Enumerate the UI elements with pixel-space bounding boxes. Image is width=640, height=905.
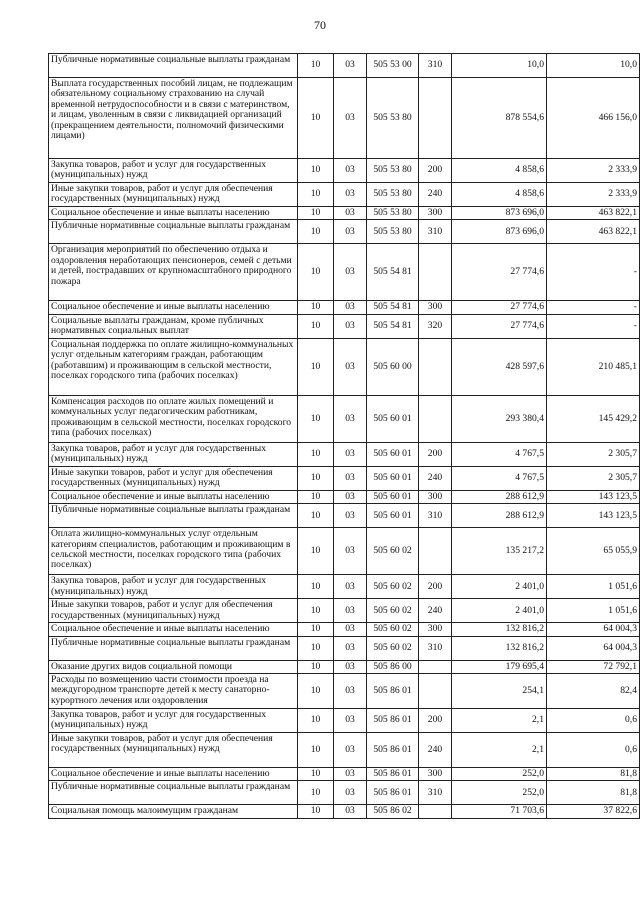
expense-type-code-cell: 310 (419, 504, 452, 528)
amount-plan-cell: 10,0 (452, 54, 547, 78)
target-article-code-cell: 505 86 01 (367, 733, 419, 768)
target-article-code-cell: 505 86 00 (367, 660, 419, 673)
amount-plan-cell: 252,0 (452, 781, 547, 805)
section-code-cell: 10 (298, 159, 334, 183)
target-article-code-cell: 505 86 01 (367, 768, 419, 781)
table-row (49, 781, 640, 805)
item-name-cell: Иные закупки товаров, работ и услуг для обеспечения государственных (муниципальных) нужд (49, 599, 298, 623)
expense-type-code-cell: 200 (419, 709, 452, 733)
section-code-cell: 10 (298, 674, 334, 709)
table-row (49, 636, 640, 660)
amount-plan-cell: 873 696,0 (452, 207, 547, 220)
amount-actual-cell: - (547, 314, 640, 338)
section-code-cell: 10 (298, 504, 334, 528)
expense-type-code-cell: 300 (419, 207, 452, 220)
target-article-code-cell: 505 86 01 (367, 709, 419, 733)
section-code-cell: 10 (298, 528, 334, 575)
amount-actual-cell: 10,0 (547, 54, 640, 78)
table-row (49, 490, 640, 503)
table-row (49, 183, 640, 207)
target-article-code-cell: 505 60 01 (367, 395, 419, 442)
expense-type-code-cell (419, 660, 452, 673)
amount-plan-cell: 27 774,6 (452, 244, 547, 301)
section-code-cell: 10 (298, 183, 334, 207)
target-article-code-cell: 505 60 00 (367, 338, 419, 395)
item-name-cell: Организация мероприятий по обеспечению отдыха и оздоровления неработающих пенсионеров, семей с детьми и детей, пострадавших от крупномасштабного природного пожара (49, 244, 298, 301)
expense-type-code-cell: 200 (419, 159, 452, 183)
amount-actual-cell: 1 051,6 (547, 575, 640, 599)
item-name-cell: Оказание других видов социальной помощи (49, 660, 298, 673)
item-name-cell: Социальное обеспечение и иные выплаты населению (49, 207, 298, 220)
expense-type-code-cell: 300 (419, 490, 452, 503)
subsection-code-cell: 03 (334, 338, 367, 395)
item-name-cell: Социальное обеспечение и иные выплаты населению (49, 301, 298, 314)
table-row (49, 768, 640, 781)
table-row (49, 395, 640, 442)
item-name-cell: Оплата жилищно-коммунальных услуг отдельным категориям специалистов, работающим и проживающим в сельской местности, поселках городского типа (рабочих поселках) (49, 528, 298, 575)
section-code-cell: 10 (298, 575, 334, 599)
table-row (49, 207, 640, 220)
section-code-cell: 10 (298, 301, 334, 314)
table-row (49, 244, 640, 301)
table-row (49, 466, 640, 490)
table-row (49, 504, 640, 528)
subsection-code-cell: 03 (334, 159, 367, 183)
amount-plan-cell: 288 612,9 (452, 490, 547, 503)
target-article-code-cell: 505 86 01 (367, 781, 419, 805)
amount-actual-cell: 210 485,1 (547, 338, 640, 395)
item-name-cell: Закупка товаров, работ и услуг для государственных (муниципальных) нужд (49, 159, 298, 183)
expense-type-code-cell: 240 (419, 733, 452, 768)
amount-plan-cell: 2,1 (452, 733, 547, 768)
amount-plan-cell: 27 774,6 (452, 314, 547, 338)
item-name-cell: Компенсация расходов по оплате жилых помещений и коммунальных услуг педагогическим работникам, проживающим в сельской местности, поселках городского типа (рабочих поселках) (49, 395, 298, 442)
item-name-cell: Социальная помощь малоимущим гражданам (49, 805, 298, 818)
amount-actual-cell: 65 055,9 (547, 528, 640, 575)
amount-actual-cell: 81,8 (547, 781, 640, 805)
table-row (49, 674, 640, 709)
amount-plan-cell: 4 767,5 (452, 442, 547, 466)
subsection-code-cell: 03 (334, 183, 367, 207)
amount-plan-cell: 293 380,4 (452, 395, 547, 442)
subsection-code-cell: 03 (334, 504, 367, 528)
target-article-code-cell: 505 53 80 (367, 207, 419, 220)
table-row (49, 709, 640, 733)
subsection-code-cell: 03 (334, 244, 367, 301)
subsection-code-cell: 03 (334, 768, 367, 781)
item-name-cell: Публичные нормативные социальные выплаты гражданам (49, 220, 298, 244)
amount-plan-cell: 4 858,6 (452, 159, 547, 183)
amount-plan-cell: 4 767,5 (452, 466, 547, 490)
item-name-cell: Публичные нормативные социальные выплаты гражданам (49, 781, 298, 805)
subsection-code-cell: 03 (334, 674, 367, 709)
amount-actual-cell: 145 429,2 (547, 395, 640, 442)
item-name-cell: Публичные нормативные социальные выплаты гражданам (49, 504, 298, 528)
item-name-cell: Расходы по возмещению части стоимости проезда на междугородном транспорте детей к месту санаторно-курортного лечения или оздоровления (49, 674, 298, 709)
item-name-cell: Иные закупки товаров, работ и услуг для обеспечения государственных (муниципальных) нужд (49, 466, 298, 490)
subsection-code-cell: 03 (334, 528, 367, 575)
subsection-code-cell: 03 (334, 220, 367, 244)
table-row (49, 442, 640, 466)
table-body (49, 54, 640, 819)
item-name-cell: Выплата государственных пособий лицам, не подлежащим обязательному социальному страхованию на случай временной нетрудоспособности и в связи с материнством, и лицам, уволенным в связи с ликвидацией организаций (прекращением деятельности, полномочий физическими лицами) (49, 78, 298, 159)
amount-plan-cell: 873 696,0 (452, 220, 547, 244)
expense-type-code-cell: 310 (419, 220, 452, 244)
target-article-code-cell: 505 60 01 (367, 490, 419, 503)
expense-type-code-cell (419, 674, 452, 709)
target-article-code-cell: 505 60 02 (367, 636, 419, 660)
item-name-cell: Иные закупки товаров, работ и услуг для обеспечения государственных (муниципальных) нужд (49, 183, 298, 207)
amount-plan-cell: 428 597,6 (452, 338, 547, 395)
section-code-cell: 10 (298, 244, 334, 301)
amount-actual-cell: 37 822,6 (547, 805, 640, 818)
expense-type-code-cell (419, 528, 452, 575)
item-name-cell: Социальное обеспечение и иные выплаты населению (49, 623, 298, 636)
amount-actual-cell: - (547, 244, 640, 301)
expense-type-code-cell: 300 (419, 301, 452, 314)
page-number: 70 (314, 18, 326, 32)
item-name-cell: Социальные выплаты гражданам, кроме публичных нормативных социальных выплат (49, 314, 298, 338)
table-row (49, 733, 640, 768)
target-article-code-cell: 505 54 81 (367, 301, 419, 314)
subsection-code-cell: 03 (334, 599, 367, 623)
expense-type-code-cell: 240 (419, 599, 452, 623)
section-code-cell: 10 (298, 442, 334, 466)
section-code-cell: 10 (298, 781, 334, 805)
amount-plan-cell: 252,0 (452, 768, 547, 781)
subsection-code-cell: 03 (334, 660, 367, 673)
expense-type-code-cell: 300 (419, 768, 452, 781)
amount-plan-cell: 132 816,2 (452, 636, 547, 660)
subsection-code-cell: 03 (334, 442, 367, 466)
section-code-cell: 10 (298, 220, 334, 244)
table-row (49, 54, 640, 78)
table-row (49, 78, 640, 159)
amount-actual-cell: 1 051,6 (547, 599, 640, 623)
section-code-cell: 10 (298, 768, 334, 781)
amount-actual-cell: 143 123,5 (547, 490, 640, 503)
target-article-code-cell: 505 53 80 (367, 159, 419, 183)
table-row (49, 575, 640, 599)
section-code-cell: 10 (298, 636, 334, 660)
subsection-code-cell: 03 (334, 207, 367, 220)
subsection-code-cell: 03 (334, 78, 367, 159)
amount-actual-cell: 2 333,9 (547, 159, 640, 183)
amount-plan-cell: 254,1 (452, 674, 547, 709)
subsection-code-cell: 03 (334, 709, 367, 733)
amount-actual-cell: 2 305,7 (547, 466, 640, 490)
table-row (49, 623, 640, 636)
item-name-cell: Закупка товаров, работ и услуг для государственных (муниципальных) нужд (49, 709, 298, 733)
amount-plan-cell: 2 401,0 (452, 599, 547, 623)
section-code-cell: 10 (298, 78, 334, 159)
target-article-code-cell: 505 86 02 (367, 805, 419, 818)
section-code-cell: 10 (298, 733, 334, 768)
amount-plan-cell: 179 695,4 (452, 660, 547, 673)
expense-type-code-cell (419, 78, 452, 159)
amount-plan-cell: 135 217,2 (452, 528, 547, 575)
target-article-code-cell: 505 54 81 (367, 314, 419, 338)
target-article-code-cell: 505 53 80 (367, 78, 419, 159)
expense-type-code-cell: 320 (419, 314, 452, 338)
section-code-cell: 10 (298, 395, 334, 442)
amount-actual-cell: 72 792,1 (547, 660, 640, 673)
section-code-cell: 10 (298, 54, 334, 78)
section-code-cell: 10 (298, 314, 334, 338)
subsection-code-cell: 03 (334, 623, 367, 636)
expense-type-code-cell: 240 (419, 183, 452, 207)
section-code-cell: 10 (298, 207, 334, 220)
subsection-code-cell: 03 (334, 301, 367, 314)
subsection-code-cell: 03 (334, 636, 367, 660)
amount-actual-cell: - (547, 301, 640, 314)
amount-actual-cell: 143 123,5 (547, 504, 640, 528)
item-name-cell: Публичные нормативные социальные выплаты гражданам (49, 54, 298, 78)
expense-type-code-cell (419, 805, 452, 818)
target-article-code-cell: 505 86 01 (367, 674, 419, 709)
budget-table (48, 53, 640, 819)
section-code-cell: 10 (298, 466, 334, 490)
subsection-code-cell: 03 (334, 466, 367, 490)
expense-type-code-cell: 310 (419, 781, 452, 805)
expense-type-code-cell: 310 (419, 54, 452, 78)
subsection-code-cell: 03 (334, 781, 367, 805)
table-row (49, 301, 640, 314)
amount-actual-cell: 0,6 (547, 709, 640, 733)
expense-type-code-cell: 300 (419, 623, 452, 636)
amount-actual-cell: 64 004,3 (547, 636, 640, 660)
expense-type-code-cell (419, 395, 452, 442)
target-article-code-cell: 505 60 02 (367, 623, 419, 636)
target-article-code-cell: 505 60 02 (367, 575, 419, 599)
amount-actual-cell: 64 004,3 (547, 623, 640, 636)
target-article-code-cell: 505 53 00 (367, 54, 419, 78)
table-row (49, 220, 640, 244)
amount-actual-cell: 2 333,9 (547, 183, 640, 207)
table-row (49, 314, 640, 338)
target-article-code-cell: 505 54 81 (367, 244, 419, 301)
amount-plan-cell: 2,1 (452, 709, 547, 733)
amount-actual-cell: 466 156,0 (547, 78, 640, 159)
item-name-cell: Иные закупки товаров, работ и услуг для обеспечения государственных (муниципальных) нужд (49, 733, 298, 768)
subsection-code-cell: 03 (334, 490, 367, 503)
item-name-cell: Закупка товаров, работ и услуг для государственных (муниципальных) нужд (49, 442, 298, 466)
subsection-code-cell: 03 (334, 575, 367, 599)
section-code-cell: 10 (298, 805, 334, 818)
expense-type-code-cell (419, 338, 452, 395)
amount-plan-cell: 288 612,9 (452, 504, 547, 528)
expense-type-code-cell: 200 (419, 575, 452, 599)
item-name-cell: Социальное обеспечение и иные выплаты населению (49, 490, 298, 503)
amount-plan-cell: 132 816,2 (452, 623, 547, 636)
amount-plan-cell: 4 858,6 (452, 183, 547, 207)
amount-plan-cell: 27 774,6 (452, 301, 547, 314)
section-code-cell: 10 (298, 338, 334, 395)
item-name-cell: Закупка товаров, работ и услуг для государственных (муниципальных) нужд (49, 575, 298, 599)
amount-actual-cell: 463 822,1 (547, 220, 640, 244)
target-article-code-cell: 505 53 80 (367, 183, 419, 207)
amount-actual-cell: 2 305,7 (547, 442, 640, 466)
amount-plan-cell: 878 554,6 (452, 78, 547, 159)
item-name-cell: Социальная поддержка по оплате жилищно-коммунальных услуг отдельным категориям граждан, работающим (работавшим) и проживающим в сельской местности, поселках городского типа (рабочих поселках) (49, 338, 298, 395)
target-article-code-cell: 505 53 80 (367, 220, 419, 244)
expense-type-code-cell: 310 (419, 636, 452, 660)
target-article-code-cell: 505 60 02 (367, 599, 419, 623)
subsection-code-cell: 03 (334, 733, 367, 768)
expense-type-code-cell (419, 244, 452, 301)
section-code-cell: 10 (298, 623, 334, 636)
subsection-code-cell: 03 (334, 314, 367, 338)
table-row (49, 660, 640, 673)
expense-type-code-cell: 200 (419, 442, 452, 466)
item-name-cell: Публичные нормативные социальные выплаты гражданам (49, 636, 298, 660)
amount-plan-cell: 2 401,0 (452, 575, 547, 599)
target-article-code-cell: 505 60 01 (367, 504, 419, 528)
table-row (49, 338, 640, 395)
section-code-cell: 10 (298, 660, 334, 673)
section-code-cell: 10 (298, 490, 334, 503)
item-name-cell: Социальное обеспечение и иные выплаты населению (49, 768, 298, 781)
section-code-cell: 10 (298, 709, 334, 733)
amount-actual-cell: 0,6 (547, 733, 640, 768)
subsection-code-cell: 03 (334, 395, 367, 442)
amount-actual-cell: 463 822,1 (547, 207, 640, 220)
amount-plan-cell: 71 703,6 (452, 805, 547, 818)
expense-type-code-cell: 240 (419, 466, 452, 490)
subsection-code-cell: 03 (334, 54, 367, 78)
subsection-code-cell: 03 (334, 805, 367, 818)
table-row (49, 159, 640, 183)
section-code-cell: 10 (298, 599, 334, 623)
target-article-code-cell: 505 60 01 (367, 466, 419, 490)
table-row (49, 599, 640, 623)
amount-actual-cell: 82,4 (547, 674, 640, 709)
table-row (49, 805, 640, 818)
amount-actual-cell: 81,8 (547, 768, 640, 781)
target-article-code-cell: 505 60 02 (367, 528, 419, 575)
target-article-code-cell: 505 60 01 (367, 442, 419, 466)
table-row (49, 528, 640, 575)
